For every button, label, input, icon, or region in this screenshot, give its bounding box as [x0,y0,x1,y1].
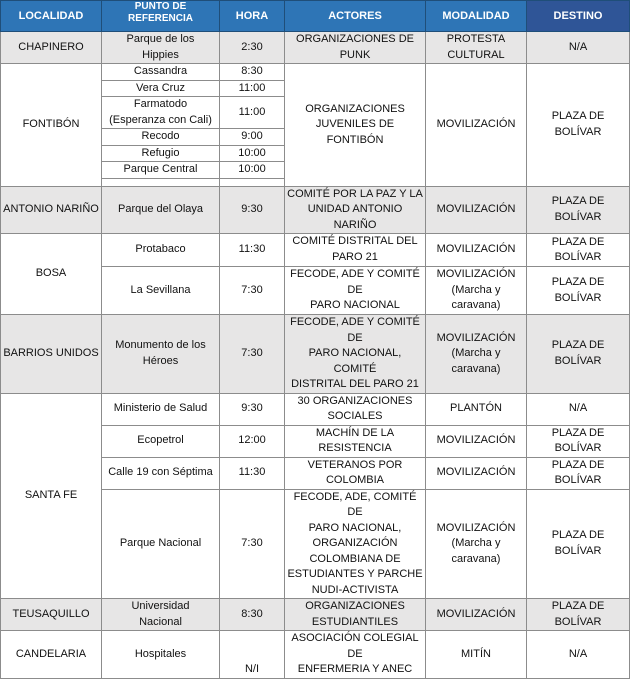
hora-cell: 10:00 [220,162,285,179]
punto-cell: Parque del Olaya [102,186,220,234]
modalidad-cell: MOVILIZACIÓN (Marcha y caravana) [426,267,527,315]
header-actores: ACTORES [285,1,426,32]
row-barrios-unidos [1,315,630,394]
hora-cell: 9:00 [220,129,285,146]
destino-cell: PLAZA DE BOLÍVAR [527,234,630,267]
row-santa-fe [1,393,630,425]
punto-cell-empty [102,178,220,186]
hora-cell: 7:30 [220,267,285,315]
punto-cell: Monumento de los Héroes [102,315,220,394]
punto-cell: Calle 19 con Séptima [102,457,220,489]
row-bosa [1,234,630,267]
hora-cell: 11:30 [220,457,285,489]
hora-cell: 8:30 [220,599,285,631]
punto-cell: Hospitales [102,631,220,679]
localidad-cell: CHAPINERO [1,32,102,64]
header-modalidad: MODALIDAD [426,1,527,32]
hora-cell-empty [220,178,285,186]
modalidad-cell: MOVILIZACIÓN (Marcha y caravana) [426,489,527,599]
punto-cell: Parque de los Hippies [102,32,220,64]
actores-cell: ORGANIZACIONES JUVENILES DE FONTIBÓN [285,64,426,187]
modalidad-cell: MOVILIZACIÓN [426,457,527,489]
row-chapinero [1,32,630,64]
punto-cell: Cassandra [102,64,220,81]
destino-cell: PLAZA DE BOLÍVAR [527,315,630,394]
destino-cell: PLAZA DE BOLÍVAR [527,489,630,599]
hora-cell: 11:30 [220,234,285,267]
modalidad-cell: MOVILIZACIÓN [426,64,527,187]
punto-cell: Universidad Nacional [102,599,220,631]
punto-cell: Protabaco [102,234,220,267]
row-antonio-narino [1,186,630,234]
punto-cell: Vera Cruz [102,80,220,97]
actores-cell: MACHÍN DE LA RESISTENCIA [285,425,426,457]
punto-cell: La Sevillana [102,267,220,315]
localidad-cell: BARRIOS UNIDOS [1,315,102,394]
punto-cell: Farmatodo (Esperanza con Cali) [102,97,220,129]
modalidad-cell: PLANTÓN [426,393,527,425]
hora-cell: 12:00 [220,425,285,457]
hora-cell: 10:00 [220,145,285,162]
punto-cell: Ecopetrol [102,425,220,457]
modalidad-cell: MITÍN [426,631,527,679]
localidad-cell: ANTONIO NARIÑO [1,186,102,234]
destino-cell: N/A [527,32,630,64]
actores-cell: COMITÉ DISTRITAL DEL PARO 21 [285,234,426,267]
localidad-cell: CANDELARIA [1,631,102,679]
localidad-cell: FONTIBÓN [1,64,102,187]
destino-cell: PLAZA DE BOLÍVAR [527,186,630,234]
modalidad-cell: MOVILIZACIÓN [426,599,527,631]
destino-cell: PLAZA DE BOLÍVAR [527,457,630,489]
header-localidad: LOCALIDAD [1,1,102,32]
punto-cell: Parque Nacional [102,489,220,599]
punto-cell: Recodo [102,129,220,146]
hora-cell: 2:30 [220,32,285,64]
modalidad-cell: MOVILIZACIÓN [426,186,527,234]
destino-cell: PLAZA DE BOLÍVAR [527,425,630,457]
punto-cell: Refugio [102,145,220,162]
header-row [1,1,630,32]
destino-cell: PLAZA DE BOLÍVAR [527,599,630,631]
modalidad-cell: PROTESTA CULTURAL [426,32,527,64]
modalidad-cell: MOVILIZACIÓN [426,234,527,267]
hora-cell: 7:30 [220,489,285,599]
header-hora: HORA [220,1,285,32]
actores-cell: COMITÉ POR LA PAZ Y LA UNIDAD ANTONIO NARIÑO [285,186,426,234]
row-teusaquillo [1,599,630,631]
hora-cell: 9:30 [220,186,285,234]
modalidad-cell: MOVILIZACIÓN [426,425,527,457]
actores-cell: ORGANIZACIONES DE PUNK [285,32,426,64]
hora-cell: 9:30 [220,393,285,425]
actores-cell: 30 ORGANIZACIONES SOCIALES [285,393,426,425]
punto-cell: Ministerio de Salud [102,393,220,425]
hora-cell: 11:00 [220,80,285,97]
punto-cell: Parque Central [102,162,220,179]
row-fontibon [1,64,630,81]
header-destino: DESTINO [527,1,630,32]
actores-cell: FECODE, ADE Y COMITÉ DE PARO NACIONAL [285,267,426,315]
actores-cell: VETERANOS POR COLOMBIA [285,457,426,489]
hora-cell: 8:30 [220,64,285,81]
actores-cell: ORGANIZACIONES ESTUDIANTILES [285,599,426,631]
row-candelaria [1,631,630,679]
hora-cell: 11:00 [220,97,285,129]
hora-cell: N/I [220,631,285,679]
localidad-cell: BOSA [1,234,102,315]
destino-cell: PLAZA DE BOLÍVAR [527,267,630,315]
actores-cell: FECODE, ADE, COMITÉ DE PARO NACIONAL, ORGANIZACIÓN COLOMBIANA DE ESTUDIANTES Y PARCHE NUDI-ACTIVISTA [285,489,426,599]
actores-cell: FECODE, ADE Y COMITÉ DE PARO NACIONAL, COMITÉ DISTRITAL DEL PARO 21 [285,315,426,394]
modalidad-cell: MOVILIZACIÓN (Marcha y caravana) [426,315,527,394]
header-punto-referencia: PUNTO DE REFERENCIA [102,1,220,32]
destino-cell: N/A [527,631,630,679]
localidad-cell: SANTA FE [1,393,102,599]
destino-cell: N/A [527,393,630,425]
localidad-cell: TEUSAQUILLO [1,599,102,631]
hora-cell: 7:30 [220,315,285,394]
destino-cell: PLAZA DE BOLÍVAR [527,64,630,187]
actores-cell: ASOCIACIÓN COLEGIAL DE ENFERMERIA Y ANEC [285,631,426,679]
